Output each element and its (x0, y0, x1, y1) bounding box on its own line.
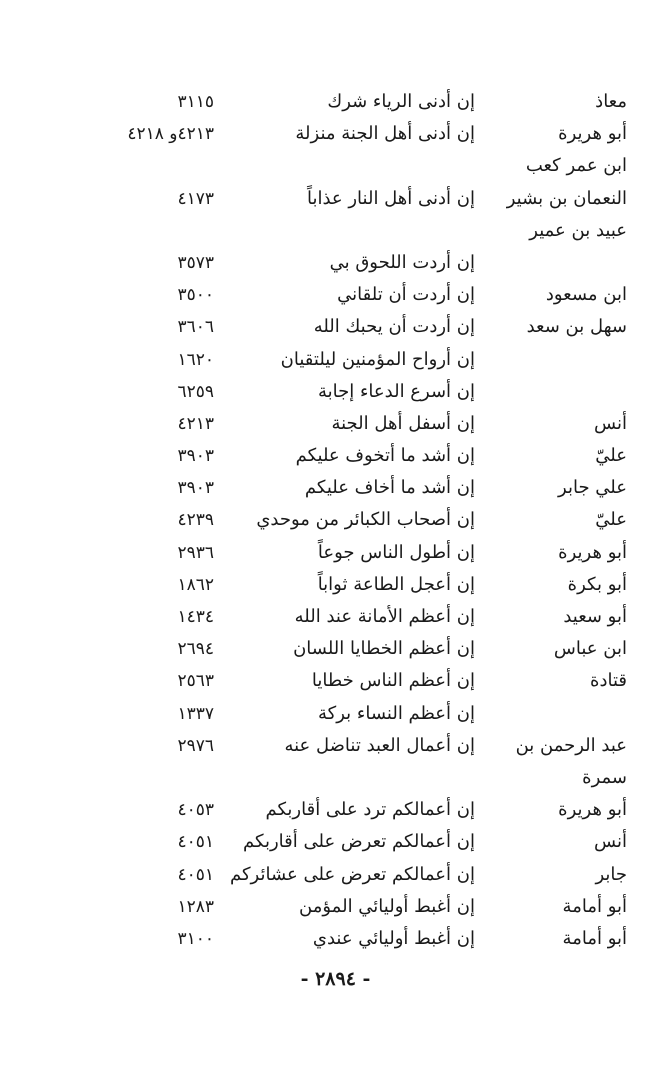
index-entries (0, 86, 671, 955)
index-row (0, 344, 671, 376)
index-row (0, 504, 671, 536)
narrator-name: أنس (594, 831, 627, 853)
hadith-incipit: إن أعظم الناس خطايا (311, 670, 475, 692)
index-row (0, 472, 671, 504)
hadith-incipit: إن أعمالكم تعرض على عشائركم (229, 863, 475, 885)
index-row (0, 891, 671, 923)
narrator-name: ابن عمر كعب (525, 155, 627, 177)
index-row (0, 311, 671, 343)
narrator-name: أبو أمامة (562, 895, 627, 917)
index-row (0, 665, 671, 697)
index-row (0, 762, 671, 794)
hadith-number: ٣٥٠٠ (177, 285, 214, 306)
narrator-name: جابر (595, 863, 627, 885)
narrator-name: أبو بكرة (567, 573, 627, 595)
hadith-number: ٤٠٥١ (177, 864, 214, 885)
hadith-number: ١٤٣٤ (177, 607, 214, 627)
narrator-name: قتادة (590, 670, 627, 692)
hadith-number: ١٢٨٣ (177, 896, 214, 917)
narrator-name: أبو هريرة (558, 123, 627, 145)
index-row (0, 440, 671, 472)
index-row (0, 730, 671, 762)
index-row (0, 859, 671, 891)
hadith-incipit: إن أدنى أهل الجنة منزلة (295, 123, 475, 145)
hadith-incipit: إن أعجل الطاعة ثواباً (317, 573, 475, 595)
hadith-number: ٢٦٩٤ (177, 639, 214, 660)
index-row (0, 408, 671, 440)
hadith-number: ٢٩٧٦ (177, 735, 214, 756)
hadith-incipit: إن أغبط أوليائي المؤمن (299, 895, 475, 917)
index-row (0, 633, 671, 665)
hadith-number: ٤٢٣٩ (177, 510, 214, 531)
index-row (0, 601, 671, 633)
narrator-name: عليّ (595, 509, 627, 531)
narrator-name: عبيد بن عمير (529, 219, 627, 241)
hadith-number: ٣٩٠٣ (177, 478, 214, 499)
hadith-incipit: إن أرواح المؤمنين ليلتقيان (280, 348, 475, 370)
hadith-incipit: إن أعظم النساء بركة (318, 702, 475, 724)
index-row (0, 279, 671, 311)
hadith-incipit: إن أعمال العبد تناضل عنه (284, 734, 475, 756)
narrator-name: أبو هريرة (558, 799, 627, 821)
hadith-incipit: إن أسرع الدعاء إجابة (317, 380, 475, 402)
narrator-name: أنس (594, 412, 627, 434)
hadith-number: ١٨٦٢ (177, 574, 214, 595)
page-number: - ٢٨٩٤ - (300, 968, 371, 990)
hadith-incipit: إن أغبط أوليائي عندي (312, 927, 475, 949)
narrator-name: معاذ (595, 91, 627, 112)
narrator-name: سهل بن سعد (526, 316, 627, 338)
narrator-name: ابن عباس (553, 638, 627, 660)
hadith-incipit: إن أعظم الخطايا اللسان (293, 638, 475, 660)
narrator-name: أبو أمامة (562, 927, 627, 949)
index-row (0, 376, 671, 408)
index-row (0, 118, 671, 150)
hadith-number: ٤٢١٣ (177, 413, 214, 434)
index-row (0, 923, 671, 955)
hadith-incipit: إن أردت اللحوق بي (329, 251, 475, 273)
hadith-number: ٤٢١٣و ٤٢١٨ (127, 124, 214, 145)
hadith-incipit: إن أطول الناس جوعاً (317, 541, 475, 563)
hadith-incipit: إن أعمالكم ترد على أقاربكم (265, 799, 475, 821)
hadith-number: ٤٠٥١ (177, 832, 214, 853)
narrator-name: سمرة (582, 766, 627, 788)
hadith-incipit: إن أسفل أهل الجنة (331, 412, 475, 434)
index-row (0, 86, 671, 118)
index-row (0, 794, 671, 826)
narrator-name: عبد الرحمن بن (515, 734, 627, 756)
hadith-number: ٣١٠٠ (177, 928, 214, 949)
hadith-number: ١٦٢٠ (177, 349, 214, 370)
hadith-number: ٢٩٣٦ (177, 542, 214, 563)
hadith-incipit: إن أردت أن تلقاني (337, 284, 475, 306)
index-row (0, 183, 671, 215)
index-row (0, 569, 671, 601)
narrator-name: النعمان بن بشير (506, 187, 627, 209)
index-row (0, 150, 671, 182)
hadith-incipit: إن أعظم الأمانة عند الله (294, 606, 475, 627)
narrator-name: أبو هريرة (558, 541, 627, 563)
index-row (0, 537, 671, 569)
hadith-number: ٣١١٥ (177, 92, 214, 112)
index-row (0, 698, 671, 730)
hadith-incipit: إن أردت أن يحبك الله (313, 316, 475, 338)
index-row (0, 826, 671, 858)
index-row (0, 247, 671, 279)
hadith-number: ٦٢٥٩ (177, 381, 214, 402)
narrator-name: ابن مسعود (545, 284, 627, 306)
hadith-number: ٣٩٠٣ (177, 446, 214, 467)
hadith-number: ١٣٣٧ (177, 703, 214, 724)
hadith-incipit: إن أدنى الرياء شرك (327, 91, 475, 112)
hadith-incipit: إن أعمالكم تعرض على أقاربكم (243, 831, 475, 853)
narrator-name: أبو سعيد (563, 606, 627, 627)
hadith-number: ٤٠٥٣ (177, 800, 214, 821)
index-row (0, 215, 671, 247)
hadith-number: ٢٥٦٣ (177, 671, 214, 692)
hadith-incipit: إن أشد ما أخاف عليكم (304, 477, 475, 499)
hadith-incipit: إن أشد ما أتخوف عليكم (295, 445, 475, 467)
hadith-incipit: إن أصحاب الكبائر من موحدي (256, 509, 475, 531)
narrator-name: علي جابر (558, 477, 627, 499)
narrator-name: عليّ (595, 445, 627, 467)
hadith-number: ٣٥٧٣ (177, 252, 214, 273)
hadith-incipit: إن أدنى أهل النار عذاباً (306, 187, 475, 209)
hadith-number: ٤١٧٣ (177, 188, 214, 209)
hadith-number: ٣٦٠٦ (177, 317, 214, 338)
